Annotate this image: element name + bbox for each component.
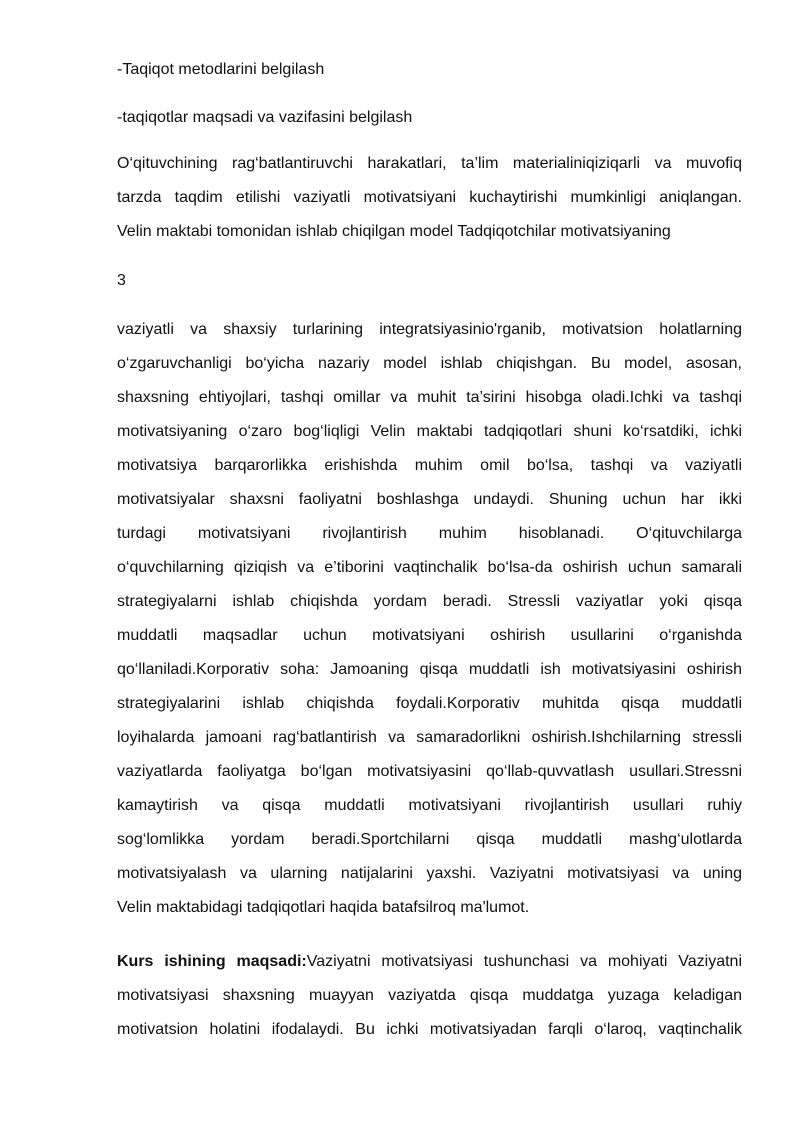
paragraph-line: shaxsning ehtiyojlari, tashqi omillar va muhit ta’sirini hisobga oladi.Ichki va tashqi: [117, 389, 742, 406]
paragraph-line: muddatli maqsadlar uchun motivatsiyani oshirish usullarini o‘rganishda: [117, 627, 742, 644]
paragraph-line: [117, 945, 742, 979]
paragraph-line: turdagi motivatsiyani rivojlantirish muhim hisoblanadi. O‘qituvchilarga: [117, 525, 742, 542]
paragraph-text: Vaziyatni motivatsiyasi tushunchasi va mohiyati Vaziyatni: [306, 953, 743, 970]
paragraph-line: motivatsiyalar shaxsni faoliyatni boshlashga undaydi. Shuning uchun har ikki: [117, 491, 742, 508]
paragraph-line: vaziyatlarda faoliyatga bo‘lgan motivatsiyasini qo‘llab-quvvatlash usullari.Stressni: [117, 763, 742, 780]
paragraph-line: kamaytirish va qisqa muddatli motivatsiyani rivojlantirish usullari ruhiy: [117, 797, 742, 814]
page-number: 3: [117, 272, 126, 289]
paragraph: [117, 945, 742, 1047]
paragraph-line: o‘quvchilarning qiziqish va e’tiborini vaqtinchalik bo‘lsa-da oshirish uchun samarali: [117, 559, 742, 576]
paragraph-line: O‘qituvchining rag‘batlantiruvchi harakatlari, ta’lim materialiniqiziqarli va muvofiq: [117, 155, 742, 172]
paragraph-line: loyihalarda jamoani rag‘batlantirish va samaradorlikni oshirish.Ishchilarning stressli: [117, 729, 742, 746]
paragraph-line: vaziyatli va shaxsiy turlarining integratsiyasinio'rganib, motivatsion holatlarning: [117, 321, 742, 338]
section-heading: Kurs ishining maqsadi:: [117, 953, 307, 970]
paragraph-line: tarzda taqdim etilishi vaziyatli motivatsiyani kuchaytirishi mumkinligi aniqlangan.: [117, 189, 742, 206]
list-item: -taqiqotlar maqsadi va vazifasini belgilash: [117, 109, 413, 126]
paragraph-line: motivatsiya barqarorlikka erishishda muhim omil bo‘lsa, tashqi va vaziyatli: [117, 457, 742, 474]
list-item: -Taqiqot metodlarini belgilash: [117, 61, 325, 78]
paragraph-line: qo‘llaniladi.Korporativ soha: Jamoaning qisqa muddatli ish motivatsiyasini oshirish: [117, 661, 742, 678]
paragraph-line: motivatsion holatini ifodalaydi. Bu ichki motivatsiyadan farqli o‘laroq, vaqtinchalik: [117, 1021, 742, 1038]
paragraph-line: Velin maktabidagi tadqiqotlari haqida batafsilroq ma'lumot.: [117, 899, 530, 916]
paragraph-line: sog‘lomlikka yordam beradi.Sportchilarni qisqa muddatli mashg‘ulotlarda: [117, 831, 742, 848]
paragraph-line: strategiyalarni ishlab chiqishda yordam beradi. Stressli vaziyatlar yoki qisqa: [117, 593, 742, 610]
paragraph: [117, 313, 742, 925]
paragraph: [117, 147, 742, 249]
paragraph-line: strategiyalarini ishlab chiqishda foydali.Korporativ muhitda qisqa muddatli: [117, 695, 742, 712]
paragraph-line: motivatsiyasi shaxsning muayyan vaziyatda qisqa muddatga yuzaga keladigan: [117, 987, 742, 1004]
paragraph-line: Velin maktabi tomonidan ishlab chiqilgan model Tadqiqotchilar motivatsiyaning: [117, 223, 671, 240]
paragraph-line: motivatsiyalash va ularning natijalarini yaxshi. Vaziyatni motivatsiyasi va uning: [117, 865, 742, 882]
paragraph-line: motivatsiyaning o‘zaro bog‘liqligi Velin maktabi tadqiqotlari shuni ko‘rsatdiki, ichki: [117, 423, 742, 440]
paragraph-line: o‘zgaruvchanligi bo‘yicha nazariy model ishlab chiqishgan. Bu model, asosan,: [117, 355, 742, 372]
